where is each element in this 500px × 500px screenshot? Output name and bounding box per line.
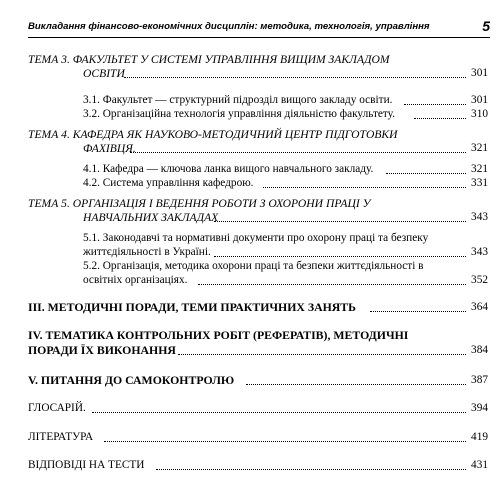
leader-dots [414, 118, 466, 119]
toc-entry-title: ТЕМА 4. КАФЕДРА ЯК НАУКОВО-МЕТОДИЧНИЙ ЦЕНТР ПІДГОТОВКИ [28, 128, 398, 141]
toc-entry-title: ВІДПОВІДІ НА ТЕСТИ [28, 459, 145, 471]
toc-entry-title-cont: життєдіяльності в Україні. [83, 246, 211, 258]
toc-entry-title: 3.1. Факультет — структурний підрозділ вищого закладу освіти. [83, 94, 393, 106]
toc-entry-page: 321 [471, 142, 488, 154]
toc-entry-title: ТЕМА 3. ФАКУЛЬТЕТ У СИСТЕМІ УПРАВЛІННЯ ВИЩИМ ЗАКЛАДОМ [28, 53, 390, 66]
toc-entry-title: 3.2. Організаційна технологія управління діяльністю факультету. [83, 108, 396, 120]
toc-entry-page: 310 [471, 108, 488, 120]
leader-dots [124, 77, 466, 78]
toc-entry-page: 321 [471, 163, 488, 175]
toc-entry-title-cont: ОСВІТИ [83, 67, 125, 80]
toc-entry-title-cont: освітніх організаціях. [83, 274, 188, 286]
leader-dots [370, 311, 466, 312]
toc-entry-page: 331 [471, 177, 488, 189]
toc-entry-page: 387 [471, 374, 488, 386]
toc-entry-title: ЛІТЕРАТУРА [28, 431, 94, 443]
toc-entry-title: V. ПИТАННЯ ДО САМОКОНТРОЛЮ [28, 373, 235, 387]
leader-dots [386, 173, 466, 174]
toc-entry-title: 4.2. Система управління кафедрою. [83, 177, 254, 189]
toc-entry-page: 431 [471, 459, 488, 471]
leader-dots [92, 412, 466, 413]
toc-entry-page: 419 [471, 431, 488, 443]
leader-dots [104, 441, 466, 442]
toc-entry-page: 343 [471, 211, 488, 223]
toc-entry-page: 364 [471, 301, 488, 313]
toc-entry-title: ГЛОСАРІЙ. [28, 402, 86, 414]
leader-dots [198, 284, 466, 285]
page-number: 5 [482, 18, 490, 34]
toc-entry-page: 352 [471, 274, 488, 286]
leader-dots [214, 221, 466, 222]
toc-entry-page: 301 [471, 94, 488, 106]
toc-entry-title-cont: ФАХІВЦЯ. [83, 142, 136, 155]
toc-entry-title: ТЕМА 5. ОРГАНІЗАЦІЯ І ВЕДЕННЯ РОБОТИ З ОХОРОНИ ПРАЦІ У [28, 197, 371, 210]
toc-entry-title: 5.2. Організація, методика охорони праці та безпеки життєдіяльності в [83, 260, 424, 272]
toc-entry-page: 394 [471, 402, 488, 414]
toc-entry-title: 4.1. Кафедра — ключова ланка вищого навчального закладу. [83, 163, 374, 175]
leader-dots [404, 104, 466, 105]
toc-entry-page: 343 [471, 246, 488, 258]
leader-dots [246, 384, 466, 385]
toc-entry-page: 384 [471, 344, 488, 356]
running-header-title: Викладання фінансово-економічних дисциплін: методика, технологія, управління [28, 21, 430, 32]
leader-dots [156, 469, 466, 470]
toc-entry-title-cont: НАВЧАЛЬНИХ ЗАКЛАДАХ [83, 211, 219, 224]
leader-dots [263, 187, 466, 188]
leader-dots [130, 152, 466, 153]
toc-entry-page: 301 [471, 67, 488, 79]
running-header [28, 15, 490, 38]
toc-entry-title: ІІІ. МЕТОДИЧНІ ПОРАДИ, ТЕМИ ПРАКТИЧНИХ ЗАНЯТЬ [28, 300, 356, 314]
toc-entry-title-cont: ПОРАДИ ЇХ ВИКОНАННЯ [28, 343, 176, 357]
leader-dots [214, 256, 466, 257]
leader-dots [178, 354, 466, 355]
toc-entry-title: IV. ТЕМАТИКА КОНТРОЛЬНИХ РОБІТ (РЕФЕРАТІВ), МЕТОДИЧНІ [28, 328, 409, 342]
toc-entry-title: 5.1. Законодавчі та нормативні документи про охорону праці та безпеку [83, 232, 429, 244]
